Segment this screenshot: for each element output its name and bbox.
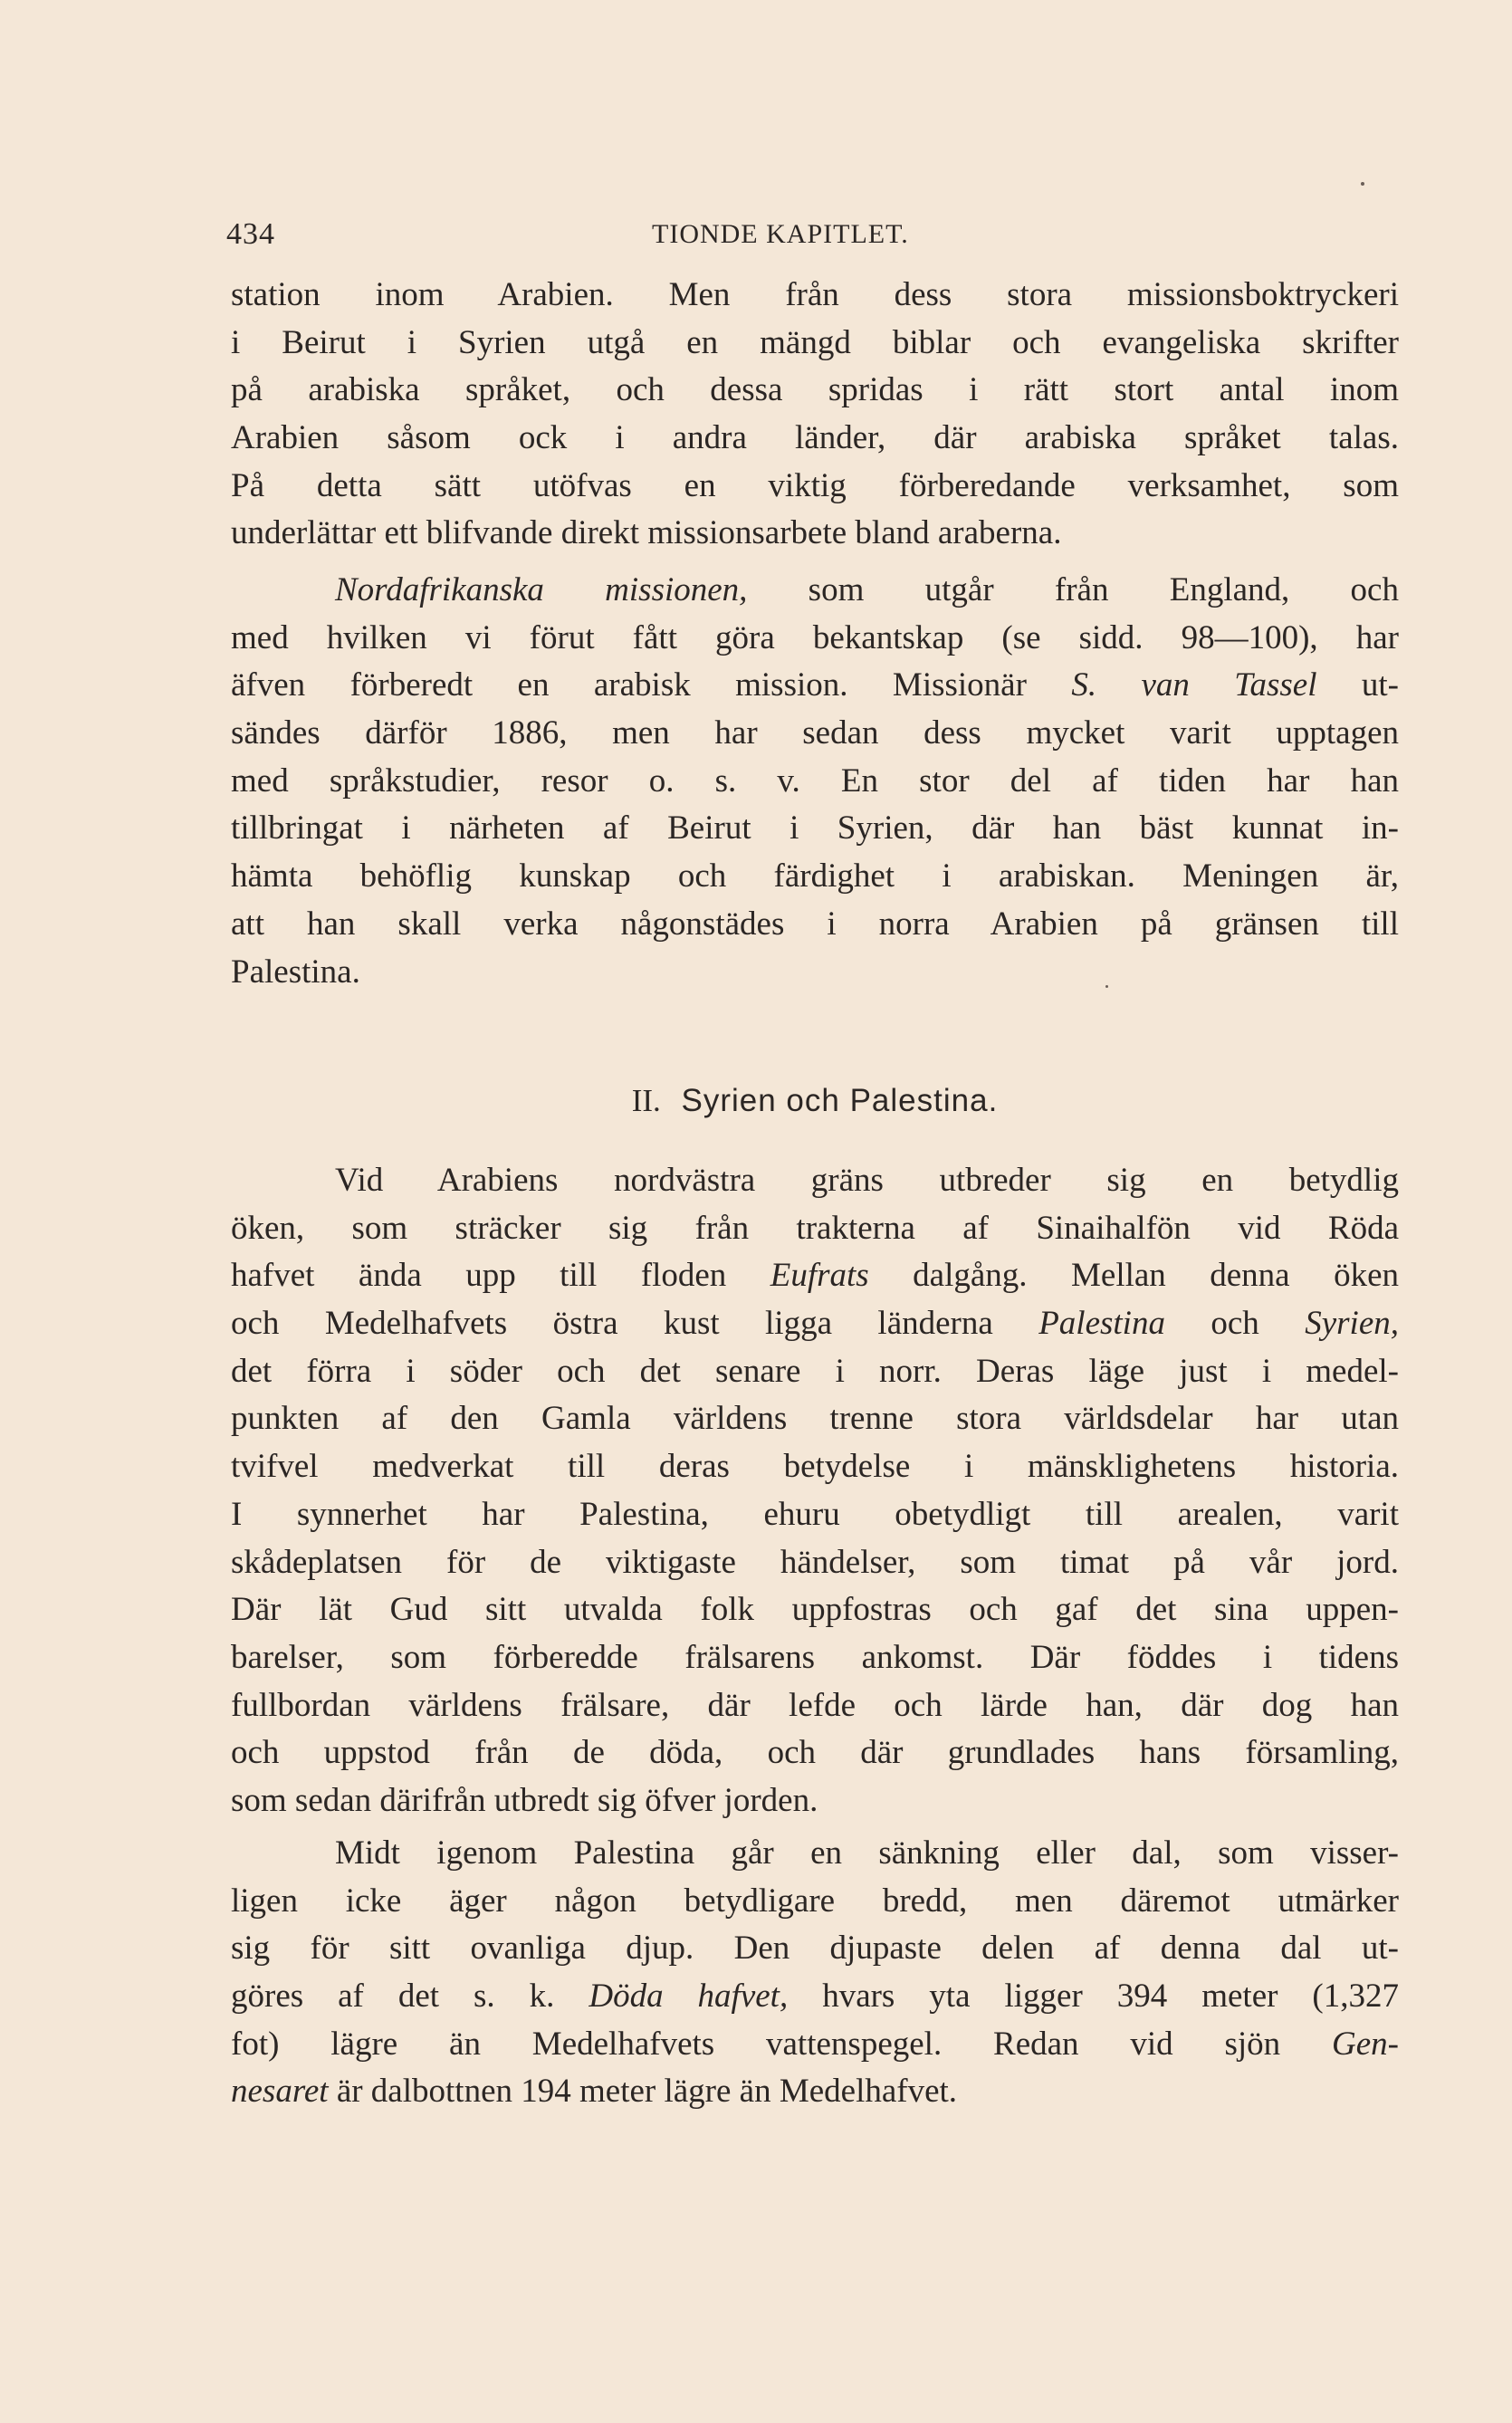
text-fragment: är dalbottnen 194 meter lägre än Medelhafvet. xyxy=(328,2073,958,2111)
text-fragment: äfven förberedt en arabisk mission. Missionär xyxy=(231,666,1072,704)
text-fragment: göres af det s. k. xyxy=(231,1978,589,2016)
text-line: I synnerhet har Palestina, ehuru obetydligt till arealen, varit xyxy=(231,1495,1399,1533)
section-title: Syrien och Palestina. xyxy=(681,1083,999,1118)
text-line: skådeplatsen för de viktigaste händelser, som timat på vår jord. xyxy=(231,1543,1399,1581)
text-line: På detta sätt utöfvas en viktig förberedande verksamhet, som xyxy=(231,466,1399,504)
paper-speck xyxy=(1361,182,1364,186)
text-line xyxy=(231,2021,1399,2069)
italic-term: Nordafrikanska missionen, xyxy=(335,571,748,608)
text-line: sändes därför 1886, men har sedan dess mycket varit upptagen xyxy=(231,714,1399,752)
text-fragment: och Medelhafvets östra kust ligga länderna xyxy=(231,1305,1039,1343)
text-fragment: som utgår från England, och xyxy=(747,571,1399,608)
text-line: station inom Arabien. Men från dess stora missionsboktryckeri xyxy=(231,276,1399,313)
text-fragment: ut- xyxy=(1316,666,1399,704)
text-line: Midt igenom Palestina går en sänkning eller dal, som visser- xyxy=(335,1834,1399,1872)
text-fragment: och xyxy=(1164,1305,1306,1343)
text-fragment: hvars yta ligger 394 meter (1,327 xyxy=(788,1978,1399,2016)
text-line: med hvilken vi förut fått göra bekantskap (se sidd. 98—100), har xyxy=(231,618,1399,656)
text-line: tillbringat i närheten af Beirut i Syrien, där han bäst kunnat in- xyxy=(231,809,1399,848)
text-fragment: fot) lägre än Medelhafvets vattenspegel. Redan vid sjön xyxy=(231,2025,1333,2063)
text-line xyxy=(231,1973,1399,2021)
text-line: öken, som sträcker sig från trakterna af Sinaihalfön vid Röda xyxy=(231,1209,1399,1247)
text-line: punkten af den Gamla världens trenne stora världsdelar har utan xyxy=(231,1400,1399,1438)
italic-term: Palestina xyxy=(1038,1305,1165,1343)
text-line: barelser, som förberedde frälsarens ankomst. Där föddes i tidens xyxy=(231,1638,1399,1676)
paragraph-continuation xyxy=(231,272,1399,558)
text-line: på arabiska språket, och dessa spridas i rätt stort antal inom xyxy=(231,371,1399,409)
paragraph-nordafrikanska xyxy=(231,567,1399,996)
text-line xyxy=(231,662,1399,710)
section-heading xyxy=(231,1083,1399,1119)
paragraph-vid-arabiens xyxy=(231,1157,1399,1825)
text-line xyxy=(231,2068,1399,2116)
text-fragment: dalgång. Mellan denna öken xyxy=(868,1257,1399,1295)
page-header xyxy=(226,217,1399,263)
text-line: med språkstudier, resor o. s. v. En stor del af tiden har han xyxy=(231,761,1399,800)
text-line: Där lät Gud sitt utvalda folk uppfostras och gaf det sina uppen- xyxy=(231,1591,1399,1629)
paragraph-midt-igenom xyxy=(231,1830,1399,2116)
text-line xyxy=(231,1300,1399,1348)
text-line: det förra i söder och det senare i norr. Deras läge just i medel- xyxy=(231,1352,1399,1390)
italic-term: Gen- xyxy=(1332,2025,1399,2063)
text-line: hämta behöflig kunskap och färdighet i arabiskan. Meningen är, xyxy=(231,857,1399,895)
italic-term: Eufrats xyxy=(770,1257,869,1295)
italic-term: Syrien, xyxy=(1305,1305,1399,1343)
italic-term: nesaret xyxy=(231,2073,329,2111)
text-line: Vid Arabiens nordvästra gräns utbreder sig en betydlig xyxy=(335,1162,1399,1199)
text-line: tvifvel medverkat till deras betydelse i mänsklighetens historia. xyxy=(231,1448,1399,1486)
text-line: som sedan därifrån utbredt sig öfver jorden. xyxy=(231,1781,818,1819)
italic-name: S. van Tassel xyxy=(1071,666,1317,704)
section-number: II. xyxy=(631,1083,661,1118)
text-line: underlättar ett blifvande direkt missionsarbete bland araberna. xyxy=(231,514,1062,552)
text-fragment: hafvet ända upp till floden xyxy=(231,1257,770,1295)
text-line: och uppstod från de döda, och där grundlades hans församling, xyxy=(231,1734,1399,1772)
text-line: sig för sitt ovanliga djup. Den djupaste delen af denna dal ut- xyxy=(231,1930,1399,1968)
text-line xyxy=(231,1252,1399,1300)
running-head: TIONDE KAPITLET. xyxy=(652,219,909,249)
page-number: 434 xyxy=(226,217,275,251)
italic-term: Döda hafvet, xyxy=(589,1978,789,2016)
text-line xyxy=(231,567,1399,615)
text-line: att han skall verka någonstädes i norra Arabien på gränsen till xyxy=(231,905,1399,943)
text-line: fullbordan världens frälsare, där lefde och lärde han, där dog han xyxy=(231,1686,1399,1724)
text-line: Arabien såsom ock i andra länder, där arabiska språket talas. xyxy=(231,419,1399,457)
text-line: Palestina. xyxy=(231,953,360,991)
text-line: ligen icke äger någon betydligare bredd, men däremot utmärker xyxy=(231,1882,1399,1920)
text-line: i Beirut i Syrien utgå en mängd biblar och evangeliska skrifter xyxy=(231,323,1399,361)
